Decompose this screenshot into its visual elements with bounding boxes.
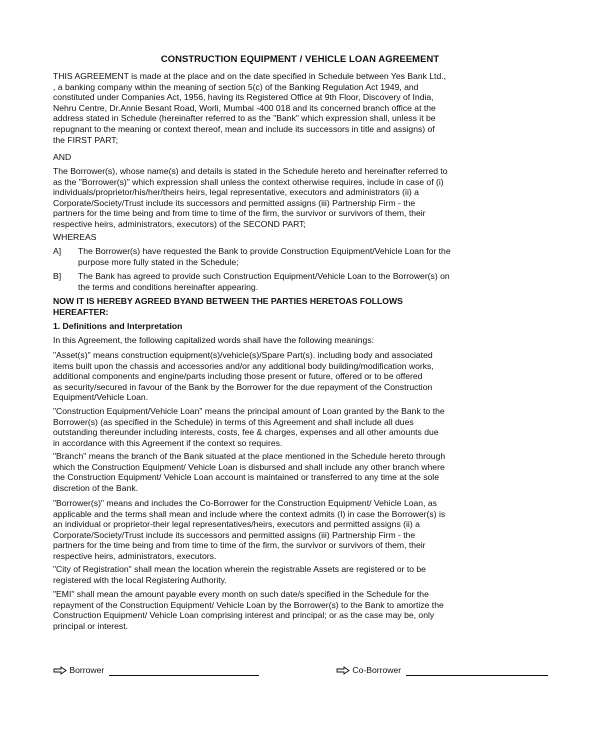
definition-emi: "EMI" shall mean the amount payable every month on such date/s specified in the Schedule for the repayment of the Construction Equipment/ Vehicle Loan by the Borrower(s) to the Bank to amortize the Construction Equipment/ Vehicle Loan comprising interest and principal; or as the case may be, only principal or interest. — [53, 589, 444, 631]
and-label: AND — [53, 152, 72, 162]
definition-city: "City of Registration" shall mean the location wherein the registrable Assets are registered or to be registered with the local Registering Authority. — [53, 564, 426, 585]
borrower-signature — [53, 665, 259, 676]
section1-heading: 1. Definitions and Interpretation — [53, 321, 183, 331]
definition-branch: "Branch" means the branch of the Bank situated at the place mentioned in the Schedule hereto through which the Construction Equipment/ Vehicle Loan is disbursed and shall include any other branch where the Construction Equipment/ Vehicle Loan account is maintained or transferred to any time at the sole discretion of the Bank. — [53, 451, 446, 493]
recital-b-text: The Bank has agreed to provide such Construction Equipment/Vehicle Loan to the Borrower(s) on the terms and conditions hereinafter appearing. — [78, 271, 450, 292]
intro-paragraph: THIS AGREEMENT is made at the place and on the date specified in Schedule between Yes Bank Ltd., , a banking company within the meaning of section 5(c) of the Banking Regulation Act 1949, and constituted under Companies Act, 1956, having its Registered Office at 9th Floor, Discovery of India, Nehru Centre, Dr.Annie Besant Road, Worli, Mumbai -400 018 and its concerned branch office at the address stated in Schedule (hereinafter referred to as the "Bank" which expression shall, unless it be repugnant to the meaning or context thereof, mean and include its successors in title and assigns) of the FIRST PART; — [53, 71, 447, 145]
document-title: CONSTRUCTION EQUIPMENT / VEHICLE LOAN AGREEMENT — [160, 53, 440, 64]
coborrower-signature-label: Co-Borrower — [352, 665, 402, 675]
signature-area — [53, 665, 553, 679]
coborrower-signature — [336, 665, 548, 676]
agreed-heading: NOW IT IS HEREBY AGREED BYAND BETWEEN THE PARTIES HERETOAS FOLLOWS HEREAFTER: — [53, 296, 403, 317]
definition-borrowers: "Borrower(s)" means and includes the Co-Borrower for the Construction Equipment/ Vehicle Loan, as applicable and the terms shall mean and include where the context admits (I) in case the Borrower(s) is an individual or proprietor-their legal representatives/heirs, executors and permitted assigns (ii) a Corporate/Society/Trust include its successors and permitted assigns (iii) Partnership Firm - the partners for the time being and from time to time of the firm, the survivor or survivors of them, their respective heirs, administrators, executors. — [53, 498, 446, 561]
borrowers-paragraph: The Borrower(s), whose name(s) and details is stated in the Schedule hereto and hereinafter referred to as the "Borrower(s)" which expression shall unless the context otherwise requires, include in case of (i) individuals/proprietor/his/her/theirs heirs, legal representative, executors and administrators (ii) a Corporate/Society/Trust include its successors and permitted assigns (iii) Partnership Firm - the partners for the time being and from time to time of the firm, the survivor or survivors of them, their respective heirs, administrators, executors) of the SECOND PART; — [53, 166, 448, 229]
definition-loan: "Construction Equipment/Vehicle Loan" means the principal amount of Loan granted by the Bank to the Borrower(s) (as specified in the Schedule) in terms of this Agreement and shall include all dues outstanding thereunder including interests, costs, fee & charges, expenses and all other amounts due in accordance with this Agreement if the context so requires. — [53, 406, 445, 448]
definition-assets: "Asset(s)" means construction equipment(s)/vehicle(s)/Spare Part(s). including body and associated items built upon the chassis and accessories and/or any additional body building/modification works, additional components and engine/parts including those present or future, offered or to be offered as security/secured in favour of the Bank by the Borrower for the due repayment of the Construction Equipment/Vehicle Loan. — [53, 350, 434, 403]
whereas-label: WHEREAS — [53, 232, 97, 242]
right-arrow-outline-icon — [336, 666, 350, 675]
recital-a-text: The Borrower(s) have requested the Bank to provide Construction Equipment/Vehicle Loan for the purpose more fully stated in the Schedule; — [78, 246, 451, 267]
borrower-signature-line — [109, 667, 259, 676]
recital-a-mark: A] — [53, 246, 62, 256]
borrower-signature-label: Borrower — [69, 665, 105, 675]
right-arrow-outline-icon — [53, 666, 67, 675]
coborrower-signature-line — [406, 667, 548, 676]
section1-intro: In this Agreement, the following capitalized words shall have the following meanings: — [53, 335, 375, 345]
recital-b-mark: B] — [53, 271, 62, 281]
